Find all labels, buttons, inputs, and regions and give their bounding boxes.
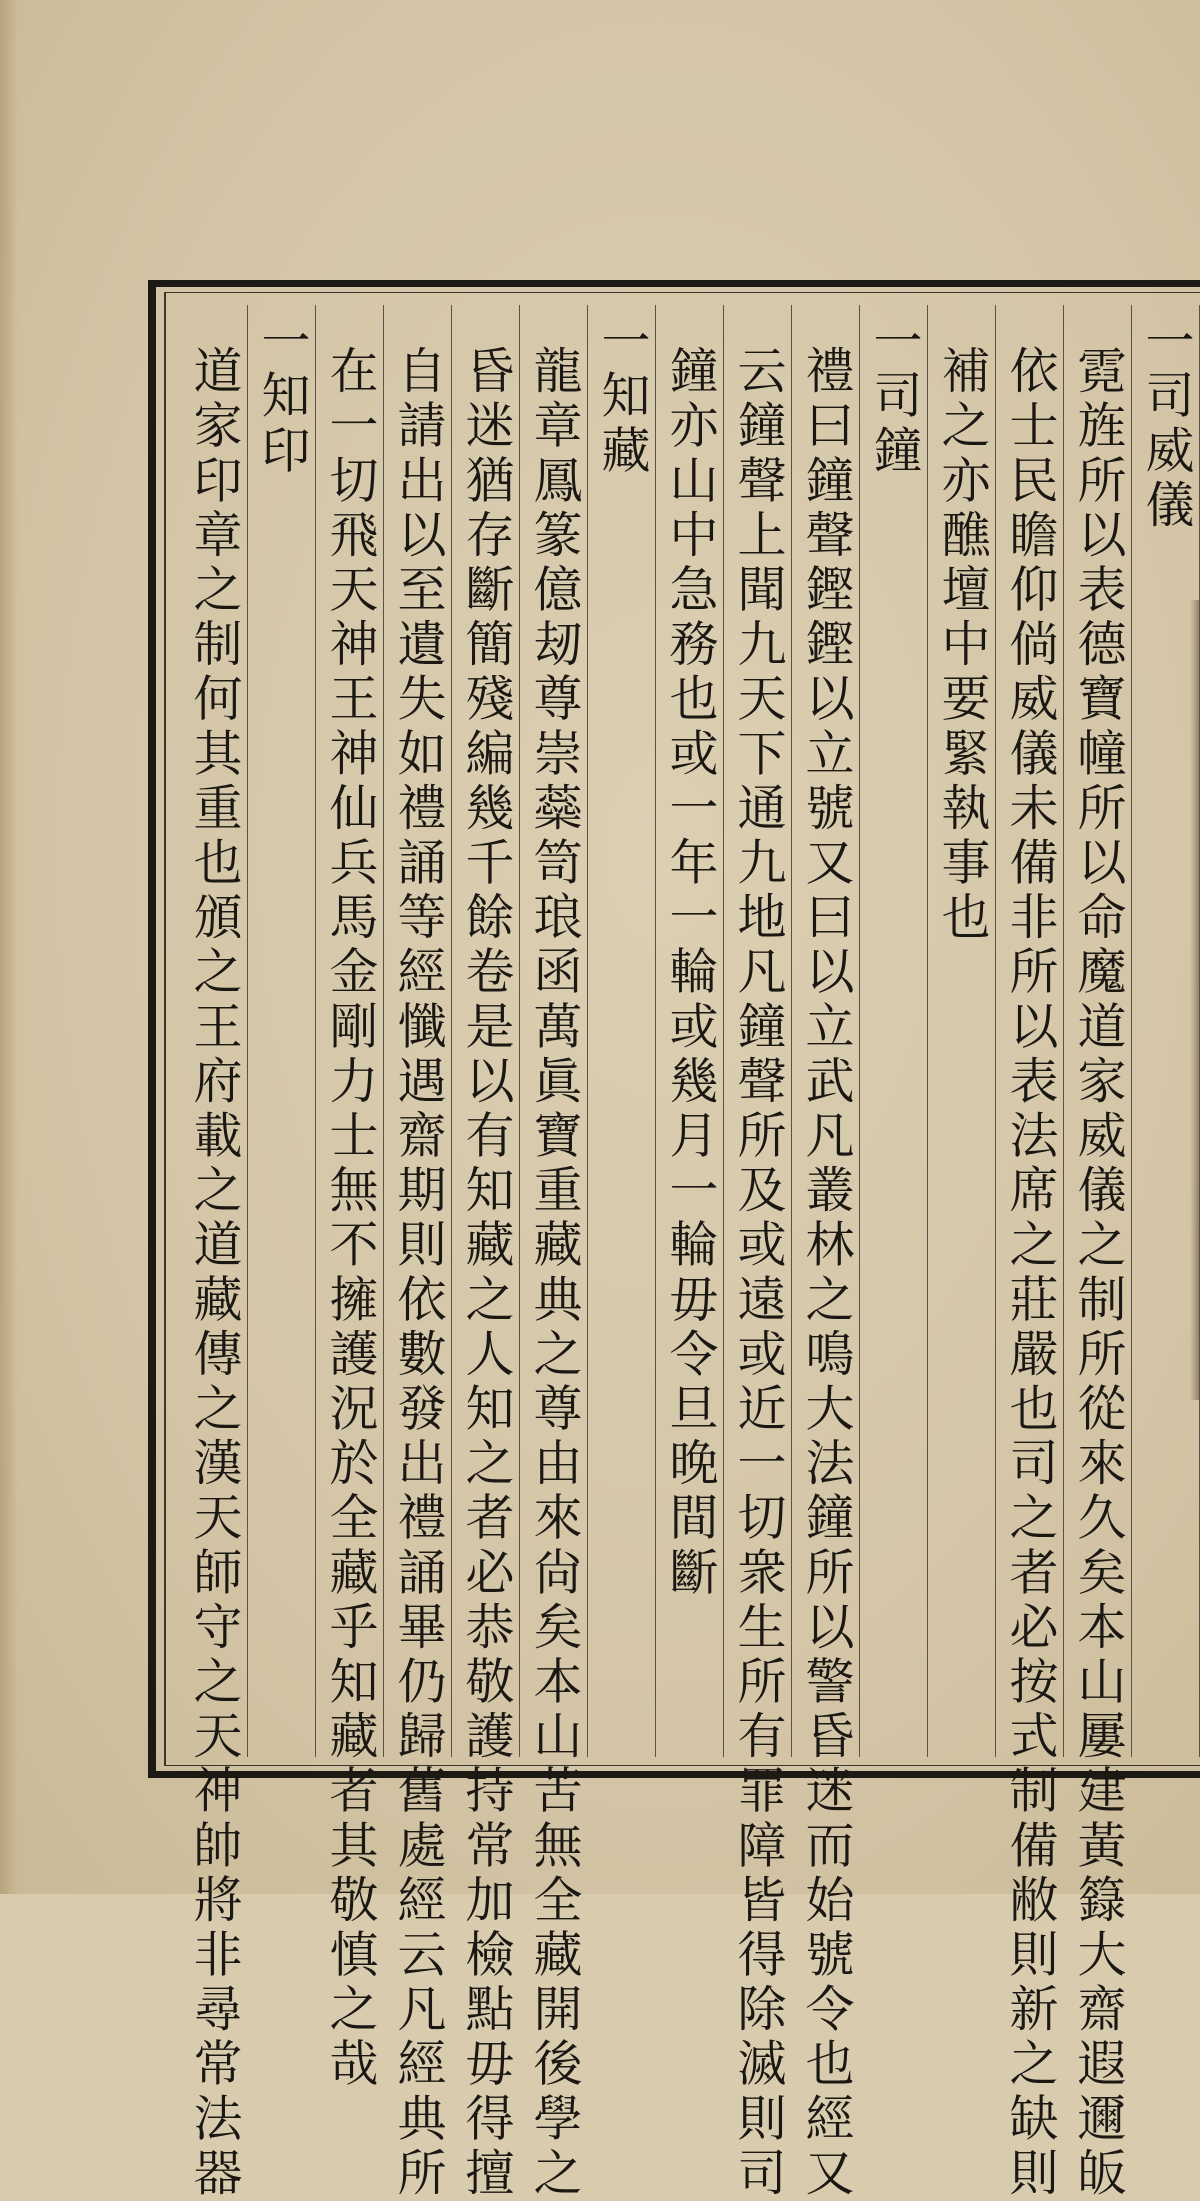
body-text-line: 龍章鳳篆億刼尊崇蘂笥琅函萬眞寶重藏典之尊由來尙矣本山苦無全藏開後學之: [526, 345, 583, 2201]
text-column-2: [1064, 305, 1132, 2201]
text-column-15: [180, 305, 248, 2201]
body-text-line: 依士民瞻仰倘威儀未備非所以表法席之莊嚴也司之者必按式制備敝則新之缺則: [1002, 345, 1059, 2201]
text-column-3: [996, 305, 1064, 2201]
section-heading: 一知藏: [594, 315, 651, 479]
section-heading: 一知印: [254, 315, 311, 479]
body-text-line: 鐘亦山中急務也或一年一輪或幾月一輪毋令旦晚間斷: [662, 345, 719, 1601]
body-text-line: 道家印章之制何其重也頒之王府載之道藏傳之漢天師守之天神帥將非尋常法器: [186, 345, 243, 2201]
body-text-line: 禮曰鐘聲鏗鏗以立號又曰以立武凡叢林之鳴大法鐘所以警昏迷而始號令也經又: [798, 345, 855, 2201]
text-column-14: [248, 305, 316, 1757]
section-heading: 一司威儀: [1138, 315, 1195, 534]
binding-edge-stain: [0, 0, 18, 1894]
text-column-6: [792, 305, 860, 2201]
text-frame: [148, 280, 1200, 2201]
text-column-1: [1132, 305, 1200, 1757]
body-text-line: 昏迷猶存斷簡殘編幾千餘卷是以有知藏之人知之者必恭敬護持常加檢點毋得擅: [458, 345, 515, 2201]
text-frame-inner-rule: [164, 292, 1200, 2201]
text-column-13: [316, 305, 384, 2093]
section-heading: 一司鐘: [866, 315, 923, 479]
text-column-12: [384, 305, 452, 2201]
body-text-line: 自請出以至遺失如禮誦等經懺遇齋期則依數發出禮誦畢仍歸舊處經云凡經典所: [390, 345, 447, 2201]
text-column-9: [588, 305, 656, 1757]
body-text-line: 補之亦醮壇中要緊執事也: [934, 345, 991, 946]
body-text-line: 云鐘聲上聞九天下通九地凡鐘聲所及或遠或近一切衆生所有罪障皆得除滅則司: [730, 345, 787, 2201]
text-column-8: [656, 305, 724, 1757]
text-column-7: [724, 305, 792, 2201]
text-column-5: [860, 305, 928, 1757]
body-text-line: 霓旌所以表德寶幢所以命魔道家威儀之制所從來久矣本山屢建黃籙大齋遐邇皈: [1070, 345, 1127, 2201]
text-column-11: [452, 305, 520, 2201]
text-column-10: [520, 305, 588, 2201]
body-text-line: 在一切飛天神王神仙兵馬金剛力士無不擁護況於全藏乎知藏者其敬慎之哉: [322, 345, 379, 2093]
text-column-4: [928, 305, 996, 1757]
